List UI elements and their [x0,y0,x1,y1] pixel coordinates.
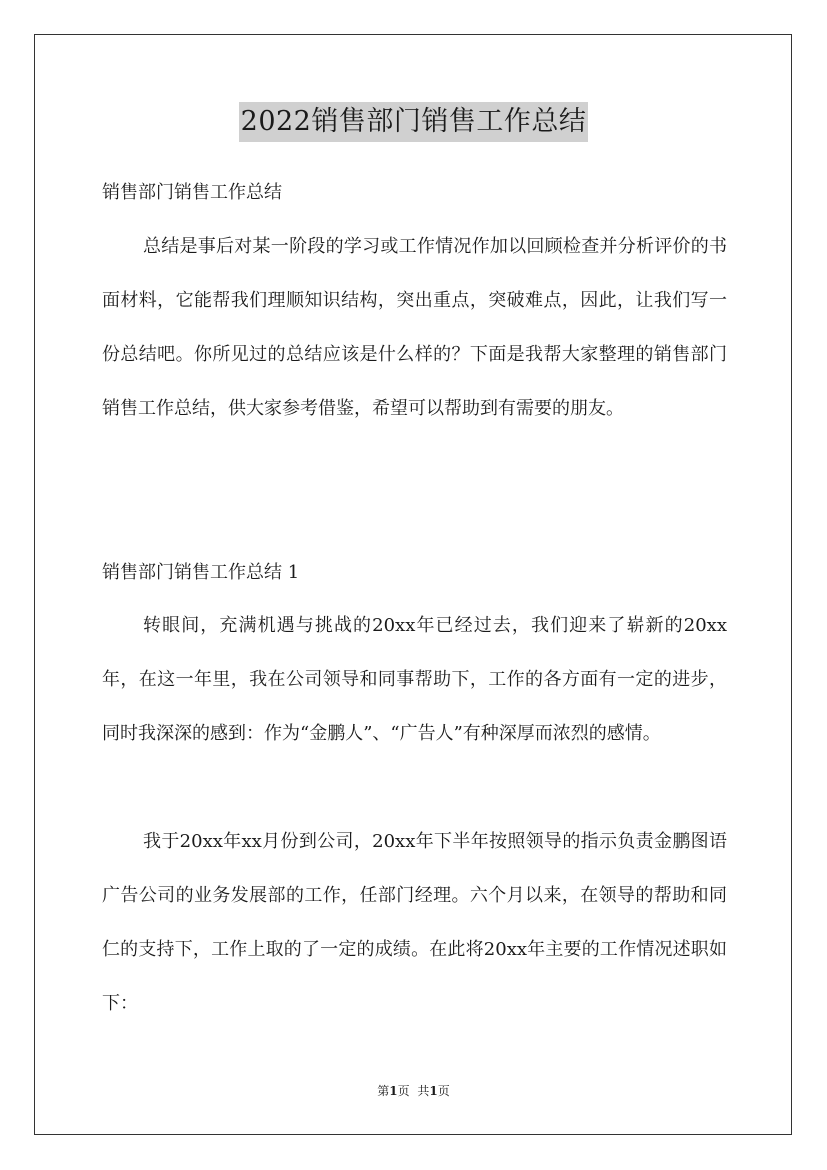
section-1-paragraph-2: 我于20xx年xx月份到公司，20xx年下半年按照领导的指示负责金鹏图语广告公司的业务发展部的工作，任部门经理。六个月以来，在领导的帮助和同仁的支持下，工作上取的了一定的成绩。在此将20xx年主要的工作情况述职如下： [102,831,727,1014]
document-title: 2022销售部门销售工作总结 [239,102,589,142]
page-number: 1 [389,1084,398,1098]
title-container [0,102,827,142]
page-label-suffix: 页 [397,1084,410,1098]
document-subtitle: 销售部门销售工作总结 [102,182,282,203]
total-pages: 1 [429,1084,438,1098]
intro-paragraph: 总结是事后对某一阶段的学习或工作情况作加以回顾检查并分析评价的书面材料，它能帮我们理顺知识结构，突出重点，突破难点，因此，让我们写一份总结吧。你所见过的总结应该是什么样的？下面是我帮大家整理的销售部门销售工作总结，供大家参考借鉴，希望可以帮助到有需要的朋友。 [102,236,727,419]
total-label-suffix: 页 [437,1084,450,1098]
section-1-heading: 销售部门销售工作总结 1 [102,562,300,583]
page-label-prefix: 第 [377,1084,390,1098]
total-label-prefix: 共 [417,1084,430,1098]
section-1-paragraph-1: 转眼间，充满机遇与挑战的20xx年已经过去，我们迎来了崭新的20xx年，在这一年里，我在公司领导和同事帮助下，工作的各方面有一定的进步，同时我深深的感到：作为“金鹏人”、“广告人”有种深厚而浓烈的感情。 [102,615,727,744]
page-footer [0,1083,827,1099]
